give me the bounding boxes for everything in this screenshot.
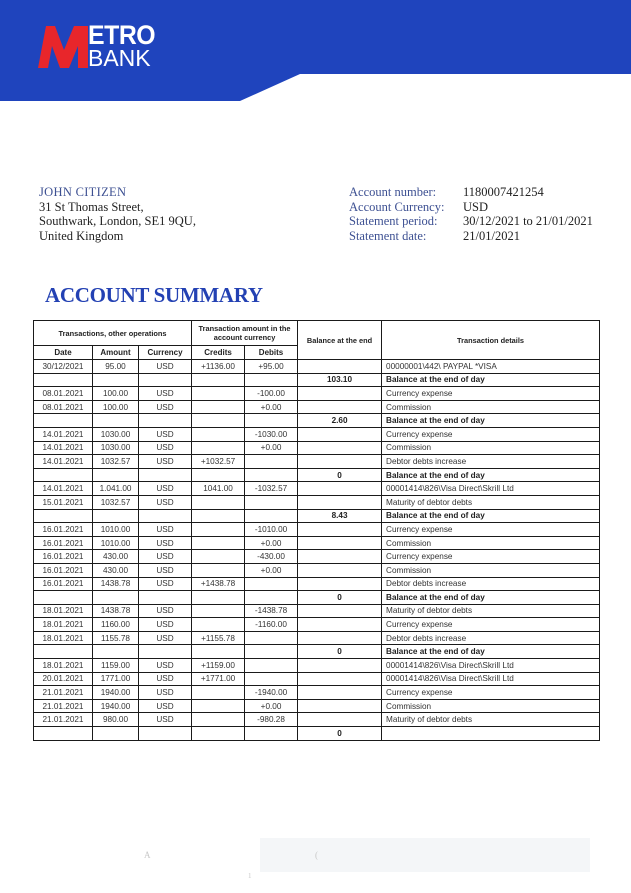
header-currency: Currency — [139, 346, 192, 360]
cell-date: 18.01.2021 — [34, 618, 93, 632]
cell-details: Currency expense — [382, 550, 600, 564]
table-row — [34, 727, 600, 741]
cell-balance — [298, 482, 382, 496]
cell-currency — [139, 727, 192, 741]
cell-currency: USD — [139, 618, 192, 632]
cell-currency: USD — [139, 713, 192, 727]
table-row-end-of-day — [34, 414, 600, 428]
cell-credits — [192, 563, 245, 577]
logo-bank-text: BANK — [88, 45, 151, 71]
cell-credits — [192, 400, 245, 414]
cell-credits — [192, 387, 245, 401]
cell-currency — [139, 645, 192, 659]
cell-amount: 1.041.00 — [93, 482, 139, 496]
cell-date — [34, 591, 93, 605]
footer-redaction — [260, 838, 590, 872]
cell-amount: 1030.00 — [93, 427, 139, 441]
cell-debits: -980.28 — [245, 713, 298, 727]
table-body — [34, 360, 600, 741]
header-amount: Amount — [93, 346, 139, 360]
cell-currency: USD — [139, 686, 192, 700]
cell-amount: 430.00 — [93, 550, 139, 564]
header-transactions-group: Transactions, other operations — [34, 321, 192, 346]
cell-details: Debtor debts increase — [382, 631, 600, 645]
cell-credits — [192, 495, 245, 509]
cell-amount: 1032.57 — [93, 455, 139, 469]
cell-credits: +1032.57 — [192, 455, 245, 469]
cell-credits — [192, 509, 245, 523]
cell-balance — [298, 713, 382, 727]
cell-amount: 1159.00 — [93, 659, 139, 673]
cell-amount — [93, 468, 139, 482]
cell-date: 08.01.2021 — [34, 387, 93, 401]
statement-period-row — [349, 214, 593, 229]
cell-details: Balance at the end of day — [382, 373, 600, 387]
cell-currency — [139, 414, 192, 428]
table-row — [34, 387, 600, 401]
header-debits: Debits — [245, 346, 298, 360]
cell-date: 18.01.2021 — [34, 631, 93, 645]
table-row — [34, 482, 600, 496]
table-row — [34, 686, 600, 700]
cell-credits — [192, 645, 245, 659]
cell-amount — [93, 509, 139, 523]
table-row — [34, 427, 600, 441]
cell-date — [34, 373, 93, 387]
cell-details: Commission — [382, 441, 600, 455]
cell-amount — [93, 373, 139, 387]
cell-debits — [245, 509, 298, 523]
address-line: United Kingdom — [39, 228, 124, 243]
cell-debits — [245, 373, 298, 387]
cell-amount: 1438.78 — [93, 604, 139, 618]
table-row — [34, 441, 600, 455]
cell-balance — [298, 699, 382, 713]
cell-details: Balance at the end of day — [382, 591, 600, 605]
statement-period-label: Statement period: — [349, 214, 438, 229]
cell-amount: 1010.00 — [93, 523, 139, 537]
cell-date — [34, 645, 93, 659]
cell-date: 18.01.2021 — [34, 604, 93, 618]
footer-fragment: A — [144, 850, 151, 860]
table-row — [34, 550, 600, 564]
cell-balance — [298, 523, 382, 537]
cell-details: 00000001\442\ PAYPAL *VISA — [382, 360, 600, 374]
cell-debits: -430.00 — [245, 550, 298, 564]
cell-debits — [245, 645, 298, 659]
cell-debits: -1438.78 — [245, 604, 298, 618]
cell-amount: 1155.78 — [93, 631, 139, 645]
table-row — [34, 672, 600, 686]
cell-amount: 1032.57 — [93, 495, 139, 509]
cell-details: Maturity of debtor debts — [382, 713, 600, 727]
cell-credits: +1438.78 — [192, 577, 245, 591]
cell-amount: 430.00 — [93, 563, 139, 577]
cell-details: Debtor debts increase — [382, 577, 600, 591]
customer-name: JOHN CITIZEN — [39, 185, 127, 199]
cell-details: Balance at the end of day — [382, 468, 600, 482]
cell-date: 21.01.2021 — [34, 699, 93, 713]
account-number-label: Account number: — [349, 185, 437, 199]
cell-currency: USD — [139, 550, 192, 564]
table-row-end-of-day — [34, 509, 600, 523]
table-row — [34, 604, 600, 618]
cell-currency: USD — [139, 631, 192, 645]
cell-debits — [245, 455, 298, 469]
table-row — [34, 618, 600, 632]
cell-debits: +0.00 — [245, 536, 298, 550]
cell-amount: 1940.00 — [93, 699, 139, 713]
cell-amount — [93, 645, 139, 659]
header-credits: Credits — [192, 346, 245, 360]
cell-debits — [245, 414, 298, 428]
account-number-row — [349, 185, 593, 200]
cell-amount: 100.00 — [93, 387, 139, 401]
logo-etro-text: ETRO — [88, 20, 156, 50]
cell-credits: +1155.78 — [192, 631, 245, 645]
cell-debits: -1010.00 — [245, 523, 298, 537]
table-row-end-of-day — [34, 468, 600, 482]
cell-credits — [192, 591, 245, 605]
cell-amount: 1438.78 — [93, 577, 139, 591]
cell-debits: -1940.00 — [245, 686, 298, 700]
account-currency-value: USD — [463, 199, 489, 214]
cell-debits — [245, 631, 298, 645]
cell-currency: USD — [139, 699, 192, 713]
cell-date: 14.01.2021 — [34, 427, 93, 441]
header-date: Date — [34, 346, 93, 360]
cell-currency — [139, 509, 192, 523]
cell-amount: 100.00 — [93, 400, 139, 414]
cell-date: 08.01.2021 — [34, 400, 93, 414]
cell-amount: 1030.00 — [93, 441, 139, 455]
cell-credits — [192, 727, 245, 741]
header-amount-group: Transaction amount in the account currency — [192, 321, 298, 346]
cell-date: 16.01.2021 — [34, 563, 93, 577]
cell-balance — [298, 360, 382, 374]
cell-balance: 0 — [298, 645, 382, 659]
cell-balance — [298, 536, 382, 550]
table-row-end-of-day — [34, 591, 600, 605]
cell-details: Currency expense — [382, 387, 600, 401]
logo-m-icon — [38, 24, 90, 70]
cell-currency: USD — [139, 441, 192, 455]
cell-debits: +0.00 — [245, 441, 298, 455]
cell-balance: 0 — [298, 468, 382, 482]
cell-amount — [93, 727, 139, 741]
cell-date — [34, 509, 93, 523]
cell-balance: 0 — [298, 727, 382, 741]
cell-debits — [245, 727, 298, 741]
cell-amount — [93, 414, 139, 428]
statement-date-value: 21/01/2021 — [463, 228, 520, 243]
header-details: Transaction details — [382, 321, 600, 360]
cell-debits: -1030.00 — [245, 427, 298, 441]
cell-balance — [298, 455, 382, 469]
cell-amount: 1940.00 — [93, 686, 139, 700]
cell-currency — [139, 373, 192, 387]
cell-credits — [192, 427, 245, 441]
cell-currency: USD — [139, 577, 192, 591]
cell-balance: 2.60 — [298, 414, 382, 428]
cell-credits — [192, 414, 245, 428]
cell-date: 14.01.2021 — [34, 482, 93, 496]
cell-details: Debtor debts increase — [382, 455, 600, 469]
cell-credits: +1159.00 — [192, 659, 245, 673]
table-row — [34, 713, 600, 727]
cell-currency: USD — [139, 360, 192, 374]
table-row — [34, 523, 600, 537]
cell-amount: 980.00 — [93, 713, 139, 727]
cell-amount: 95.00 — [93, 360, 139, 374]
table-row — [34, 360, 600, 374]
cell-debits: +0.00 — [245, 400, 298, 414]
cell-credits — [192, 523, 245, 537]
cell-details: Commission — [382, 536, 600, 550]
cell-credits: +1136.00 — [192, 360, 245, 374]
cell-details: Currency expense — [382, 618, 600, 632]
table-row-end-of-day — [34, 645, 600, 659]
cell-balance — [298, 659, 382, 673]
customer-address — [39, 185, 196, 243]
cell-balance — [298, 563, 382, 577]
table-header-row — [34, 321, 600, 346]
cell-date: 15.01.2021 — [34, 495, 93, 509]
cell-balance: 8.43 — [298, 509, 382, 523]
cell-debits — [245, 659, 298, 673]
table-row — [34, 563, 600, 577]
cell-currency: USD — [139, 387, 192, 401]
cell-balance — [298, 604, 382, 618]
footer-fragment: ( — [315, 850, 318, 860]
cell-debits — [245, 591, 298, 605]
table-row — [34, 455, 600, 469]
table-row — [34, 495, 600, 509]
cell-currency: USD — [139, 400, 192, 414]
cell-balance — [298, 686, 382, 700]
cell-amount: 1771.00 — [93, 672, 139, 686]
cell-details: Balance at the end of day — [382, 645, 600, 659]
cell-credits — [192, 686, 245, 700]
cell-currency: USD — [139, 659, 192, 673]
cell-currency: USD — [139, 523, 192, 537]
account-currency-row — [349, 200, 593, 215]
cell-date: 30/12/2021 — [34, 360, 93, 374]
cell-balance — [298, 495, 382, 509]
cell-date — [34, 414, 93, 428]
account-currency-label: Account Currency: — [349, 199, 445, 214]
cell-currency: USD — [139, 495, 192, 509]
cell-currency: USD — [139, 455, 192, 469]
page-title: ACCOUNT SUMMARY — [45, 283, 263, 307]
cell-currency: USD — [139, 482, 192, 496]
table-row — [34, 699, 600, 713]
cell-amount: 1160.00 — [93, 618, 139, 632]
cell-credits — [192, 618, 245, 632]
cell-currency: USD — [139, 604, 192, 618]
cell-details: Commission — [382, 563, 600, 577]
cell-details: Balance at the end of day — [382, 509, 600, 523]
cell-date: 14.01.2021 — [34, 441, 93, 455]
cell-debits: -100.00 — [245, 387, 298, 401]
cell-details: Currency expense — [382, 427, 600, 441]
cell-amount — [93, 591, 139, 605]
cell-balance — [298, 387, 382, 401]
cell-balance — [298, 631, 382, 645]
cell-balance: 0 — [298, 591, 382, 605]
statement-date-label: Statement date: — [349, 228, 427, 243]
cell-balance — [298, 577, 382, 591]
account-summary-table — [33, 320, 600, 741]
cell-date: 20.01.2021 — [34, 672, 93, 686]
cell-debits — [245, 577, 298, 591]
cell-details: Currency expense — [382, 523, 600, 537]
cell-details: Maturity of debtor debts — [382, 495, 600, 509]
table-row-end-of-day — [34, 373, 600, 387]
cell-details: Commission — [382, 699, 600, 713]
cell-debits: -1160.00 — [245, 618, 298, 632]
cell-currency: USD — [139, 672, 192, 686]
table-row — [34, 536, 600, 550]
cell-details — [382, 727, 600, 741]
cell-details: Balance at the end of day — [382, 414, 600, 428]
cell-currency — [139, 468, 192, 482]
footer-fragment: 1 — [248, 872, 252, 880]
cell-date — [34, 468, 93, 482]
statement-period-value: 30/12/2021 to 21/01/2021 — [463, 214, 593, 229]
cell-currency: USD — [139, 563, 192, 577]
statement-date-row — [349, 229, 593, 244]
cell-details: Commission — [382, 400, 600, 414]
cell-debits: +0.00 — [245, 699, 298, 713]
cell-details: Maturity of debtor debts — [382, 604, 600, 618]
cell-date: 16.01.2021 — [34, 523, 93, 537]
cell-date — [34, 727, 93, 741]
cell-currency: USD — [139, 427, 192, 441]
cell-credits — [192, 604, 245, 618]
cell-currency: USD — [139, 536, 192, 550]
cell-details: Currency expense — [382, 686, 600, 700]
cell-credits: +1771.00 — [192, 672, 245, 686]
footer — [140, 848, 600, 888]
table-row — [34, 577, 600, 591]
cell-currency — [139, 591, 192, 605]
table-row — [34, 659, 600, 673]
cell-balance: 103.10 — [298, 373, 382, 387]
header-balance: Balance at the end — [298, 321, 382, 360]
cell-credits — [192, 536, 245, 550]
cell-credits — [192, 441, 245, 455]
cell-amount: 1010.00 — [93, 536, 139, 550]
metro-bank-logo — [38, 20, 162, 71]
cell-debits: -1032.57 — [245, 482, 298, 496]
cell-balance — [298, 618, 382, 632]
cell-balance — [298, 400, 382, 414]
cell-debits: +0.00 — [245, 563, 298, 577]
cell-credits — [192, 468, 245, 482]
address-line: Southwark, London, SE1 9QU, — [39, 214, 196, 229]
cell-credits — [192, 699, 245, 713]
cell-date: 18.01.2021 — [34, 659, 93, 673]
table-row — [34, 631, 600, 645]
cell-date: 16.01.2021 — [34, 536, 93, 550]
account-number-value: 1180007421254 — [463, 185, 544, 199]
cell-debits — [245, 495, 298, 509]
cell-balance — [298, 441, 382, 455]
cell-balance — [298, 550, 382, 564]
cell-date: 21.01.2021 — [34, 686, 93, 700]
cell-details: 00001414\826\Visa Direct\Skrill Ltd — [382, 482, 600, 496]
cell-debits — [245, 672, 298, 686]
cell-date: 16.01.2021 — [34, 550, 93, 564]
cell-details: 00001414\826\Visa Direct\Skrill Ltd — [382, 672, 600, 686]
cell-debits — [245, 468, 298, 482]
cell-date: 21.01.2021 — [34, 713, 93, 727]
account-info — [349, 185, 593, 243]
cell-balance — [298, 427, 382, 441]
cell-credits: 1041.00 — [192, 482, 245, 496]
address-line: 31 St Thomas Street, — [39, 199, 144, 214]
cell-details: 00001414\826\Visa Direct\Skrill Ltd — [382, 659, 600, 673]
table-row — [34, 400, 600, 414]
cell-credits — [192, 550, 245, 564]
cell-debits: +95.00 — [245, 360, 298, 374]
cell-credits — [192, 373, 245, 387]
cell-balance — [298, 672, 382, 686]
cell-date: 14.01.2021 — [34, 455, 93, 469]
cell-date: 16.01.2021 — [34, 577, 93, 591]
cell-credits — [192, 713, 245, 727]
